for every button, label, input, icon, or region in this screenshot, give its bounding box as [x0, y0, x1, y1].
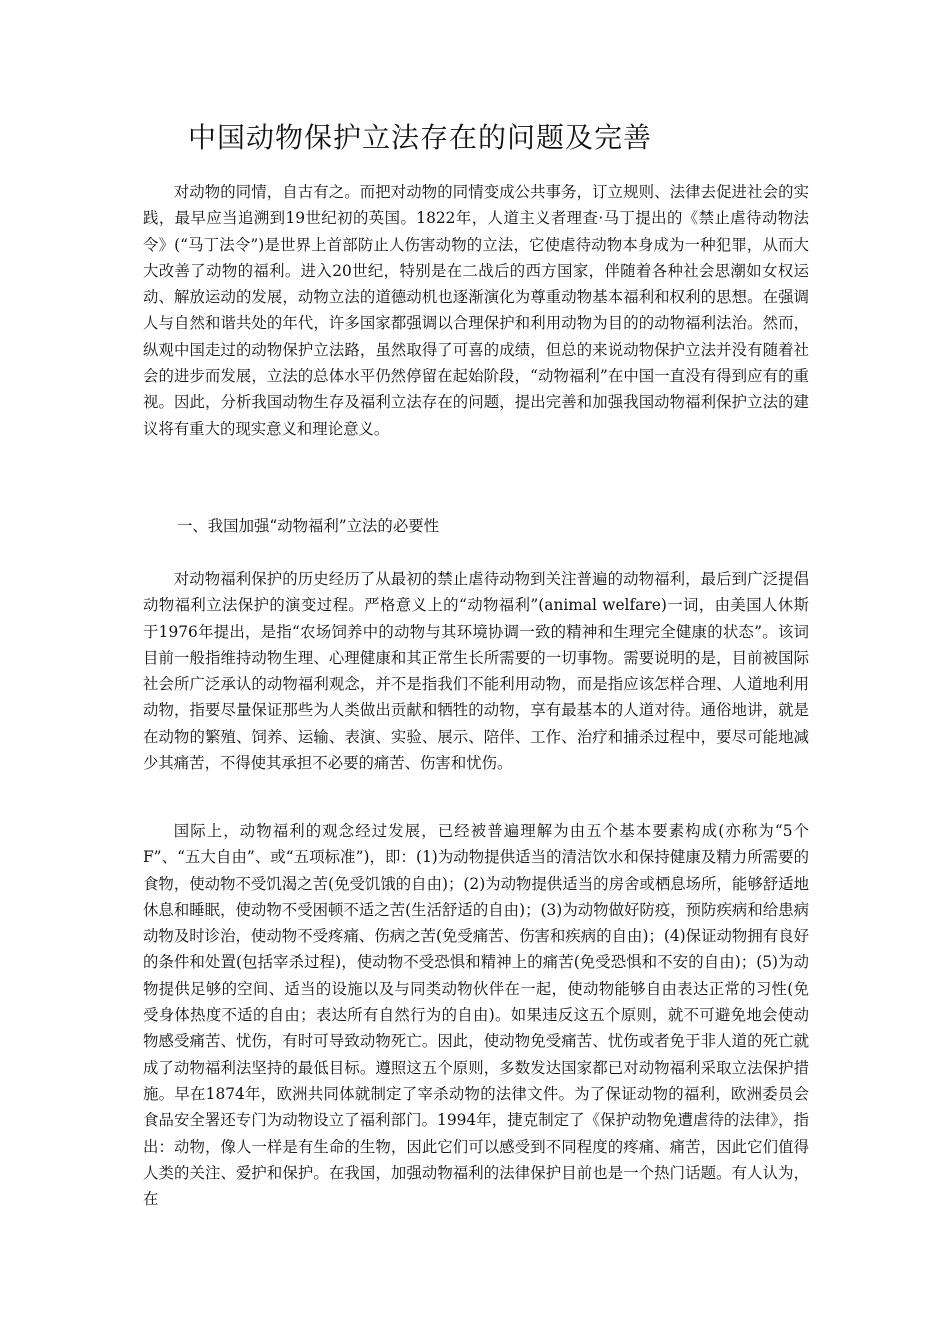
document-title: 中国动物保护立法存在的问题及完善 [188, 121, 653, 154]
paragraph-history: 对动物福利保护的历史经历了从最初的禁止虐待动物到关注普遍的动物福利，最后到广泛提倡动物福利立法保护的演变过程。严格意义上的“动物福利”(animal welfare)一词，由美国人休斯于1976年提出，是指“农场饲养中的动物与其环境协调一致的精神和生理完全健康的状态”。该词目前一般指维持动物生理、心理健康和其正常生长所需要的一切事物。需要说明的是，目前被国际社会所广泛承认的动物福利观念，并不是指我们不能利用动物，而是指应该怎样合理、人道地利用动物，指要尽量保证那些为人类做出贡献和牺牲的动物，享有最基本的人道对待。通俗地讲，就是在动物的繁殖、饲养、运输、表演、实验、展示、陪伴、工作、治疗和捕杀过程中，要尽可能地减少其痛苦，不得使其承担不必要的痛苦、伤害和忧伤。 [143, 570, 809, 773]
section-heading: 一、我国加强“动物福利”立法的必要性 [177, 517, 439, 535]
paragraph-intro: 对动物的同情，自古有之。而把对动物的同情变成公共事务，订立规则、法律去促进社会的实践，最早应当追溯到19世纪初的英国。1822年，人道主义者理查·马丁提出的《禁止虐待动物法令》(“马丁法令”)是世界上首部防止人伤害动物的立法，它使虐待动物本身成为一种犯罪，从而大大改善了动物的福利。进入20世纪，特别是在二战后的西方国家，伴随着各种社会思潮如女权运动、解放运动的发展，动物立法的道德动机也逐渐演化为尊重动物基本福利和权利的思想。在强调人与自然和谐共处的年代，许多国家都强调以合理保护和利用动物为目的的动物福利法治。然而，纵观中国走过的动物保护立法路，虽然取得了可喜的成绩，但总的来说动物保护立法并没有随着社会的进步而发展，立法的总体水平仍然停留在起始阶段，“动物福利”在中国一直没有得到应有的重视。因此，分析我国动物生存及福利立法存在的问题，提出完善和加强我国动物福利保护立法的建议将有重大的现实意义和理论意义。 [143, 183, 809, 438]
paragraph-five-freedoms: 国际上，动物福利的观念经过发展，已经被普遍理解为由五个基本要素构成(亦称为“5个F”、“五大自由”、或“五项标准”)，即：(1)为动物提供适当的清洁饮水和保持健康及精力所需要的食物，使动物不受饥渴之苦(免受饥饿的自由)；(2)为动物提供适当的房舍或栖息场所，能够舒适地休息和睡眠，使动物不受困顿不适之苦(生活舒适的自由)；(3)为动物做好防疫，预防疾病和给患病动物及时诊治，使动物不受疼痛、伤病之苦(免受痛苦、伤害和疾病的自由)；(4)保证动物拥有良好的条件和处置(包括宰杀过程)，使动物不受恐惧和精神上的痛苦(免受恐惧和不安的自由)；(5)为动物提供足够的空间、适当的设施以及与同类动物伙伴在一起，使动物能够自由表达正常的习性(免受身体热度不适的自由；表达所有自然行为的自由)。如果违反这五个原则，就不可避免地会使动物感受痛苦、忧伤，有时可导致动物死亡。因此，使动物免受痛苦、忧伤或者免于非人道的死亡就成了动物福利法坚持的最低目标。遵照这五个原则，多数发达国家都已对动物福利采取立法保护措施。早在1874年，欧洲共同体就制定了宰杀动物的法律文件。为了保证动物的福利，欧洲委员会食品安全署还专门为动物设立了福利部门。1994年，捷克制定了《保护动物免遭虐待的法律》，指出：动物，像人一样是有生命的生物，因此它们可以感受到不同程度的疼痛、痛苦，因此它们值得人类的关注、爱护和保护。在我国，加强动物福利的法律保护目前也是一个热门话题。有人认为，在 [143, 822, 809, 1209]
